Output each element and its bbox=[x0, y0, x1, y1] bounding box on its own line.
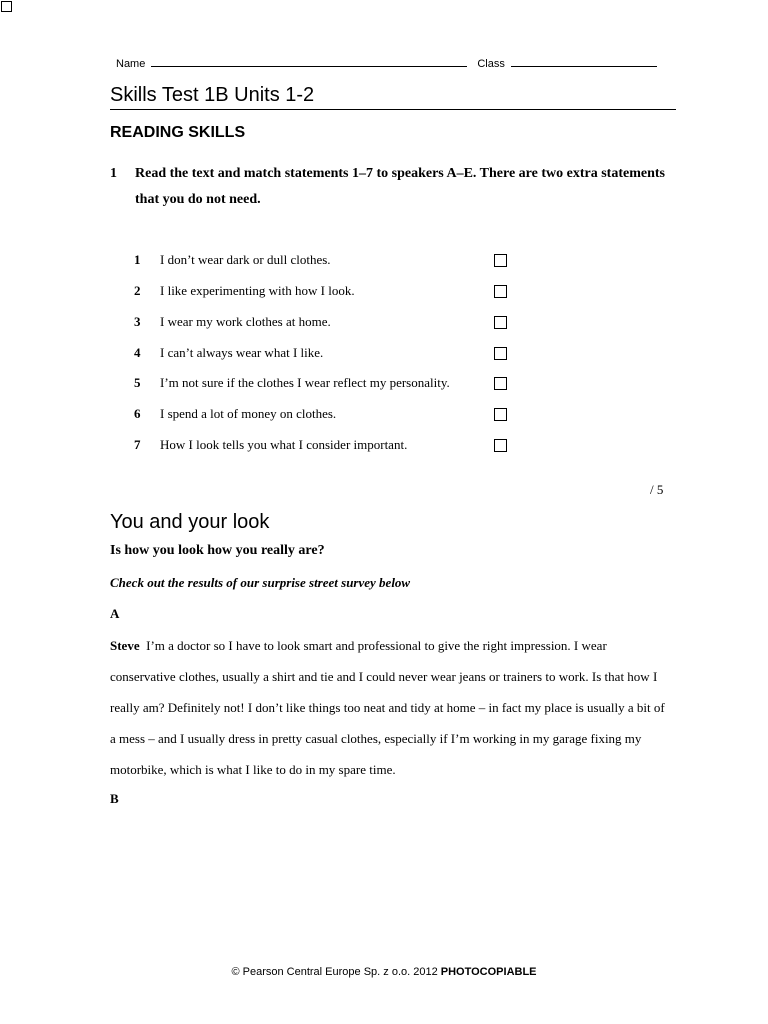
name-field[interactable] bbox=[151, 56, 467, 67]
statement-number: 1 bbox=[134, 252, 141, 267]
instruction-number: 1 bbox=[110, 166, 117, 181]
statement-text: I can’t always wear what I like. bbox=[160, 345, 324, 360]
speaker-letter: B bbox=[110, 791, 119, 806]
section-heading: READING SKILLS bbox=[110, 124, 246, 141]
speaker-paragraph bbox=[110, 630, 670, 785]
statement-number: 2 bbox=[134, 283, 141, 298]
statement-text: I like experimenting with how I look. bbox=[160, 283, 355, 298]
footer bbox=[0, 966, 768, 978]
page-title: Skills Test 1B Units 1-2 bbox=[110, 84, 315, 106]
statement-number: 4 bbox=[134, 345, 141, 360]
statement-item bbox=[134, 252, 514, 268]
article-intro: Check out the results of our surprise street survey below bbox=[110, 575, 411, 590]
statement-item bbox=[134, 437, 514, 453]
statement-number: 6 bbox=[134, 406, 141, 421]
article-title: You and your look bbox=[110, 511, 270, 533]
statement-text: I don’t wear dark or dull clothes. bbox=[160, 252, 331, 267]
statement-number: 7 bbox=[134, 437, 141, 452]
statement-text: I spend a lot of money on clothes. bbox=[160, 406, 337, 421]
instruction-text: Read the text and match statements 1–7 to speakers A–E. There are two extra statements that you do not need. bbox=[135, 166, 665, 207]
speaker-text: I’m a doctor so I have to look smart and professional to give the right impression. I wear conservative clothes, usually a shirt and tie and I could never wear jeans or trainers to work. Is that how I really am? Definitely not! I don’t like things too neat and tidy at home – in fact my place is usually a bit of a mess – and I usually dress in pretty casual clothes, especially if I’m working in my garage fixing my motorbike, which is what I like to do in my spare time. bbox=[110, 638, 665, 777]
answer-box[interactable] bbox=[494, 254, 507, 267]
answer-box[interactable] bbox=[494, 347, 507, 360]
answer-box[interactable] bbox=[494, 316, 507, 329]
corner-checkbox bbox=[1, 1, 12, 12]
statement-item bbox=[134, 345, 514, 361]
class-field[interactable] bbox=[511, 56, 657, 67]
statement-item bbox=[134, 406, 514, 422]
name-label: Name bbox=[116, 58, 146, 70]
photocopiable-label: PHOTOCOPIABLE bbox=[440, 966, 537, 978]
statement-item bbox=[134, 283, 514, 299]
answer-box[interactable] bbox=[494, 408, 507, 421]
statement-text: I wear my work clothes at home. bbox=[160, 314, 331, 329]
answer-box[interactable] bbox=[494, 439, 507, 452]
speaker-letter: A bbox=[110, 606, 120, 621]
instruction bbox=[110, 161, 670, 213]
article-subheading: Is how you look how you really are? bbox=[110, 543, 325, 558]
statement-number: 5 bbox=[134, 375, 141, 390]
statement-number: 3 bbox=[134, 314, 141, 329]
title-block bbox=[110, 84, 676, 110]
statement-item bbox=[134, 375, 514, 391]
header-fields bbox=[116, 54, 672, 70]
speaker-name: Steve bbox=[110, 638, 140, 653]
answer-box[interactable] bbox=[494, 377, 507, 390]
statement-text: I’m not sure if the clothes I wear reflect my personality. bbox=[160, 375, 450, 390]
class-label: Class bbox=[477, 58, 505, 70]
copyright-text: © Pearson Central Europe Sp. z o.o. 2012 bbox=[231, 966, 438, 978]
statement-text: How I look tells you what I consider important. bbox=[160, 437, 408, 452]
statement-item bbox=[134, 314, 514, 330]
answer-box[interactable] bbox=[494, 285, 507, 298]
score-total: / 5 bbox=[650, 482, 664, 497]
